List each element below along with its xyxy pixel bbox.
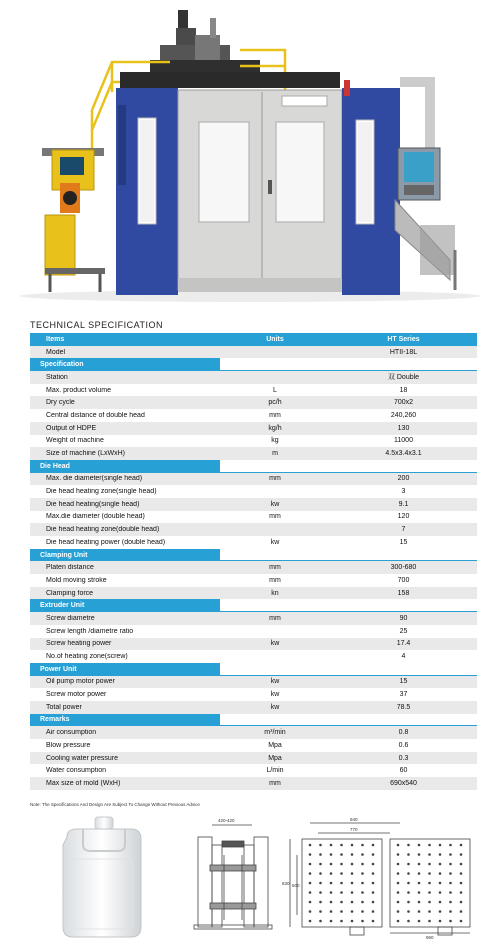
row-unit: pc/h	[268, 399, 282, 407]
bolt-hole	[428, 882, 431, 885]
row-item: Total power	[46, 703, 82, 711]
bolt-hole	[407, 863, 410, 866]
table-row	[30, 498, 477, 511]
section-divider	[220, 599, 477, 612]
bolt-hole	[439, 891, 442, 894]
row-value: 双 Double	[387, 374, 420, 382]
row-item: Mold moving stroke	[46, 576, 107, 584]
row-value: 18	[399, 386, 408, 394]
row-unit: kn	[271, 589, 279, 597]
bolt-hole	[319, 853, 322, 856]
bolt-hole	[407, 920, 410, 923]
row-item: Output of HDPE	[46, 424, 97, 432]
spec-title: TECHNICAL SPECIFICATION	[30, 320, 164, 330]
row-unit: mm	[269, 411, 281, 419]
row-item: Central distance of double head	[46, 411, 145, 419]
bolt-hole	[309, 920, 312, 923]
bolt-hole	[439, 844, 442, 847]
bolt-hole	[418, 901, 421, 904]
row-unit: kw	[270, 538, 280, 546]
row-value: 4	[401, 653, 406, 661]
section-row	[30, 460, 477, 473]
technical-drawing	[190, 815, 490, 940]
bolt-hole	[418, 863, 421, 866]
bolt-hole	[319, 910, 322, 913]
bolt-hole	[397, 920, 400, 923]
bolt-hole	[361, 910, 364, 913]
bolt-hole	[330, 844, 333, 847]
row-unit: kw	[270, 500, 280, 508]
bolt-hole	[330, 872, 333, 875]
side-view-drawing	[194, 825, 272, 929]
bolt-hole	[340, 853, 343, 856]
table-row	[30, 561, 477, 574]
dim-left: 500	[292, 883, 300, 888]
table-row	[30, 726, 477, 739]
row-value: 200	[397, 475, 410, 483]
row-unit: Mpa	[268, 754, 282, 762]
bolt-hole	[439, 910, 442, 913]
row-unit: mm	[269, 576, 281, 584]
table-row	[30, 625, 477, 638]
table-row	[30, 371, 477, 384]
section-label: Power Unit	[30, 663, 220, 676]
table-row	[30, 485, 477, 498]
bolt-hole	[351, 920, 354, 923]
bolt-hole	[428, 920, 431, 923]
row-value: 0.6	[398, 741, 409, 749]
table-row	[30, 346, 477, 359]
bolt-hole	[309, 891, 312, 894]
table-row	[30, 473, 477, 486]
dim-height: 830	[282, 881, 290, 886]
bolt-hole	[309, 910, 312, 913]
table-row	[30, 676, 477, 689]
table-row	[30, 511, 477, 524]
bolt-hole	[309, 872, 312, 875]
row-value: 240,260	[390, 411, 417, 419]
bolt-hole	[449, 891, 452, 894]
row-value: 60	[399, 767, 408, 775]
bolt-hole	[351, 872, 354, 875]
row-value: 15	[399, 538, 408, 546]
row-value: 25	[399, 627, 408, 635]
bolt-hole	[319, 891, 322, 894]
bolt-hole	[351, 863, 354, 866]
row-item: Max. product volume	[46, 386, 111, 394]
bolt-hole	[460, 891, 463, 894]
bolt-hole	[361, 882, 364, 885]
row-unit: kg	[271, 437, 279, 445]
bolt-hole	[460, 920, 463, 923]
bolt-hole	[361, 891, 364, 894]
row-item: Oil pump motor power	[46, 678, 115, 686]
section-row	[30, 714, 477, 727]
bolt-hole	[351, 882, 354, 885]
top-beam	[120, 72, 340, 88]
table-row	[30, 523, 477, 536]
table-header-row	[30, 333, 477, 346]
section-divider	[220, 460, 477, 473]
left-blue-door	[116, 88, 178, 295]
bolt-hole	[439, 901, 442, 904]
table-row	[30, 574, 477, 587]
row-value: 9.1	[398, 500, 409, 508]
table-row	[30, 612, 477, 625]
row-item: Max size of mold (WxH)	[46, 779, 121, 787]
bolt-hole	[449, 844, 452, 847]
row-unit: mm	[269, 513, 281, 521]
bolt-hole	[428, 863, 431, 866]
bolt-hole	[397, 853, 400, 856]
row-value: 3	[401, 488, 406, 496]
row-unit: Mpa	[268, 741, 282, 749]
row-item: Model	[46, 348, 66, 356]
row-item: No.of heating zone(screw)	[46, 653, 128, 661]
row-item: Max.die diameter (double head)	[46, 513, 145, 521]
bolt-hole	[330, 891, 333, 894]
table-row	[30, 435, 477, 448]
row-value: 300-680	[390, 564, 417, 572]
bolt-hole	[397, 863, 400, 866]
bolt-hole	[340, 844, 343, 847]
row-value: 700	[397, 576, 410, 584]
bolt-hole	[351, 901, 354, 904]
dim-bottom: 960	[426, 935, 434, 940]
bolt-hole	[372, 853, 375, 856]
bolt-hole	[397, 882, 400, 885]
table-row	[30, 701, 477, 714]
table-row	[30, 447, 477, 460]
bolt-hole	[439, 863, 442, 866]
row-unit: mm	[269, 475, 281, 483]
table-row	[30, 384, 477, 397]
row-item: Weight of machine	[46, 437, 104, 445]
section-row	[30, 549, 477, 562]
section-divider	[220, 358, 477, 371]
platen-plan-drawing	[290, 823, 470, 935]
bolt-hole	[330, 863, 333, 866]
dim-top: 940	[350, 817, 358, 822]
table-row	[30, 777, 477, 790]
header-series: HT Series	[387, 335, 420, 343]
table-row	[30, 638, 477, 651]
bolt-hole	[397, 891, 400, 894]
bolt-hole	[330, 882, 333, 885]
bolt-hole	[407, 882, 410, 885]
table-row	[30, 422, 477, 435]
row-value: 90	[399, 614, 408, 622]
bolt-hole	[460, 901, 463, 904]
bolt-hole	[340, 863, 343, 866]
row-item: Die head heating(single head)	[46, 500, 140, 508]
row-value: 158	[397, 589, 410, 597]
row-item: Clamping force	[46, 589, 94, 597]
bolt-hole	[460, 844, 463, 847]
bolt-hole	[319, 882, 322, 885]
section-label: Specification	[30, 358, 220, 371]
bolt-hole	[439, 872, 442, 875]
row-unit: mm	[269, 564, 281, 572]
bolt-hole	[397, 844, 400, 847]
bolt-hole	[319, 901, 322, 904]
row-value: 0.8	[398, 729, 409, 737]
bolt-hole	[428, 872, 431, 875]
bolt-hole	[309, 853, 312, 856]
bolt-hole	[439, 920, 442, 923]
bolt-hole	[460, 910, 463, 913]
row-item: Screw diametre	[46, 614, 95, 622]
left-control-panel	[42, 148, 105, 292]
section-label: Remarks	[30, 714, 220, 727]
platen-bolt-holes	[309, 844, 463, 923]
row-unit: kw	[270, 691, 280, 699]
bolt-hole	[372, 872, 375, 875]
row-value: 37	[399, 691, 408, 699]
bolt-hole	[418, 891, 421, 894]
row-value: HTII-18L	[389, 348, 418, 356]
bolt-hole	[407, 872, 410, 875]
row-unit: L/min	[266, 767, 284, 775]
section-row	[30, 663, 477, 676]
bolt-hole	[460, 882, 463, 885]
bolt-hole	[351, 844, 354, 847]
bolt-hole	[361, 901, 364, 904]
bolt-hole	[449, 901, 452, 904]
bolt-hole	[428, 910, 431, 913]
row-value: 690x540	[390, 779, 417, 787]
bolt-hole	[309, 844, 312, 847]
bolt-hole	[372, 863, 375, 866]
bolt-hole	[418, 920, 421, 923]
table-row	[30, 739, 477, 752]
row-item: Die head heating zone(double head)	[46, 526, 160, 534]
bolt-hole	[439, 853, 442, 856]
bolt-hole	[351, 853, 354, 856]
bolt-hole	[372, 920, 375, 923]
bolt-hole	[449, 910, 452, 913]
row-item: Max. die diameter(single head)	[46, 475, 143, 483]
row-value: 78.5	[396, 703, 411, 711]
row-unit: L	[273, 386, 277, 394]
bolt-hole	[407, 891, 410, 894]
row-item: Screw length /diametre ratio	[46, 627, 134, 635]
row-unit: m	[272, 450, 278, 458]
bolt-hole	[418, 882, 421, 885]
row-value: 0.3	[398, 754, 409, 762]
bolt-hole	[361, 853, 364, 856]
bolt-hole	[340, 910, 343, 913]
header-items: Items	[46, 335, 65, 343]
bolt-hole	[397, 901, 400, 904]
row-item: Water consumption	[46, 767, 107, 775]
bolt-hole	[340, 920, 343, 923]
bolt-hole	[351, 891, 354, 894]
bolt-hole	[361, 920, 364, 923]
jerrycan-product-image	[55, 815, 150, 940]
bolt-hole	[340, 891, 343, 894]
section-label: Extruder Unit	[30, 599, 220, 612]
bolt-hole	[372, 844, 375, 847]
table-row	[30, 396, 477, 409]
bolt-hole	[372, 891, 375, 894]
section-row	[30, 358, 477, 371]
bolt-hole	[428, 891, 431, 894]
bolt-hole	[319, 872, 322, 875]
section-divider	[220, 549, 477, 562]
bolt-hole	[449, 882, 452, 885]
bolt-hole	[460, 853, 463, 856]
table-row	[30, 409, 477, 422]
bolt-hole	[309, 863, 312, 866]
row-unit: m³/min	[264, 729, 286, 737]
bolt-hole	[309, 901, 312, 904]
bolt-hole	[319, 863, 322, 866]
bolt-hole	[319, 844, 322, 847]
row-value: 700x2	[393, 399, 414, 407]
central-grey-doors	[178, 90, 342, 292]
bolt-hole	[397, 910, 400, 913]
dim-inner: 770	[350, 827, 358, 832]
bolt-hole	[372, 901, 375, 904]
bolt-hole	[460, 872, 463, 875]
bolt-hole	[407, 844, 410, 847]
table-row	[30, 764, 477, 777]
row-item: Screw motor power	[46, 691, 107, 699]
bolt-hole	[330, 853, 333, 856]
table-row	[30, 536, 477, 549]
bolt-hole	[330, 901, 333, 904]
header-units: Units	[266, 335, 284, 343]
bolt-hole	[361, 844, 364, 847]
row-item: Cooling water pressure	[46, 754, 118, 762]
row-value: 15	[399, 678, 408, 686]
right-touch-panel	[395, 82, 455, 290]
bolt-hole	[439, 882, 442, 885]
bolt-hole	[418, 844, 421, 847]
bolt-hole	[449, 853, 452, 856]
bolt-hole	[340, 872, 343, 875]
bolt-hole	[428, 844, 431, 847]
bolt-hole	[372, 910, 375, 913]
row-unit: mm	[269, 614, 281, 622]
row-item: Die head heating power (double head)	[46, 538, 166, 546]
dim-platen-width: 420-420	[218, 818, 235, 823]
bolt-hole	[330, 910, 333, 913]
table-row	[30, 752, 477, 765]
bolt-hole	[397, 872, 400, 875]
section-label: Clamping Unit	[30, 549, 220, 562]
bolt-hole	[449, 863, 452, 866]
bolt-hole	[351, 910, 354, 913]
section-divider	[220, 714, 477, 727]
bolt-hole	[407, 910, 410, 913]
bolt-hole	[418, 872, 421, 875]
row-value: 120	[397, 513, 410, 521]
row-item: Station	[46, 373, 68, 381]
row-value: 7	[401, 526, 406, 534]
spec-table	[30, 333, 477, 790]
row-item: Size of machine (LxWxH)	[46, 450, 125, 458]
bolt-hole	[372, 882, 375, 885]
bolt-hole	[460, 863, 463, 866]
section-divider	[220, 663, 477, 676]
table-row	[30, 587, 477, 600]
row-item: Air consumption	[46, 729, 97, 737]
row-value: 130	[397, 424, 410, 432]
bolt-hole	[449, 920, 452, 923]
row-unit: kw	[270, 703, 280, 711]
bolt-hole	[407, 901, 410, 904]
bolt-hole	[407, 853, 410, 856]
bolt-hole	[340, 882, 343, 885]
section-row	[30, 599, 477, 612]
row-item: Blow pressure	[46, 741, 91, 749]
row-item: Screw heating power	[46, 640, 112, 648]
row-unit: kw	[270, 640, 280, 648]
row-value: 4.5x3.4x3.1	[385, 450, 422, 458]
row-item: Die head heating zone(single head)	[46, 488, 157, 496]
table-row	[30, 650, 477, 663]
row-unit: kg/h	[268, 424, 282, 432]
row-item: Dry cycle	[46, 399, 75, 407]
bolt-hole	[428, 901, 431, 904]
row-unit: kw	[270, 678, 280, 686]
row-value: 11000	[394, 437, 413, 445]
row-item: Platen distance	[46, 564, 94, 572]
bolt-hole	[428, 853, 431, 856]
table-row	[30, 688, 477, 701]
disclaimer-note: Note: The Specifications And Design Are Subject To Change Without Previous Advice	[30, 802, 200, 807]
bolt-hole	[418, 910, 421, 913]
blow-molding-machine-photo	[0, 0, 500, 305]
bolt-hole	[418, 853, 421, 856]
bolt-hole	[361, 872, 364, 875]
bolt-hole	[340, 901, 343, 904]
bolt-hole	[309, 882, 312, 885]
row-value: 17.4	[396, 640, 411, 648]
bolt-hole	[319, 920, 322, 923]
row-unit: mm	[269, 779, 281, 787]
right-blue-door	[342, 80, 400, 295]
bolt-hole	[330, 920, 333, 923]
bolt-hole	[361, 863, 364, 866]
section-label: Die Head	[30, 460, 220, 473]
bolt-hole	[449, 872, 452, 875]
